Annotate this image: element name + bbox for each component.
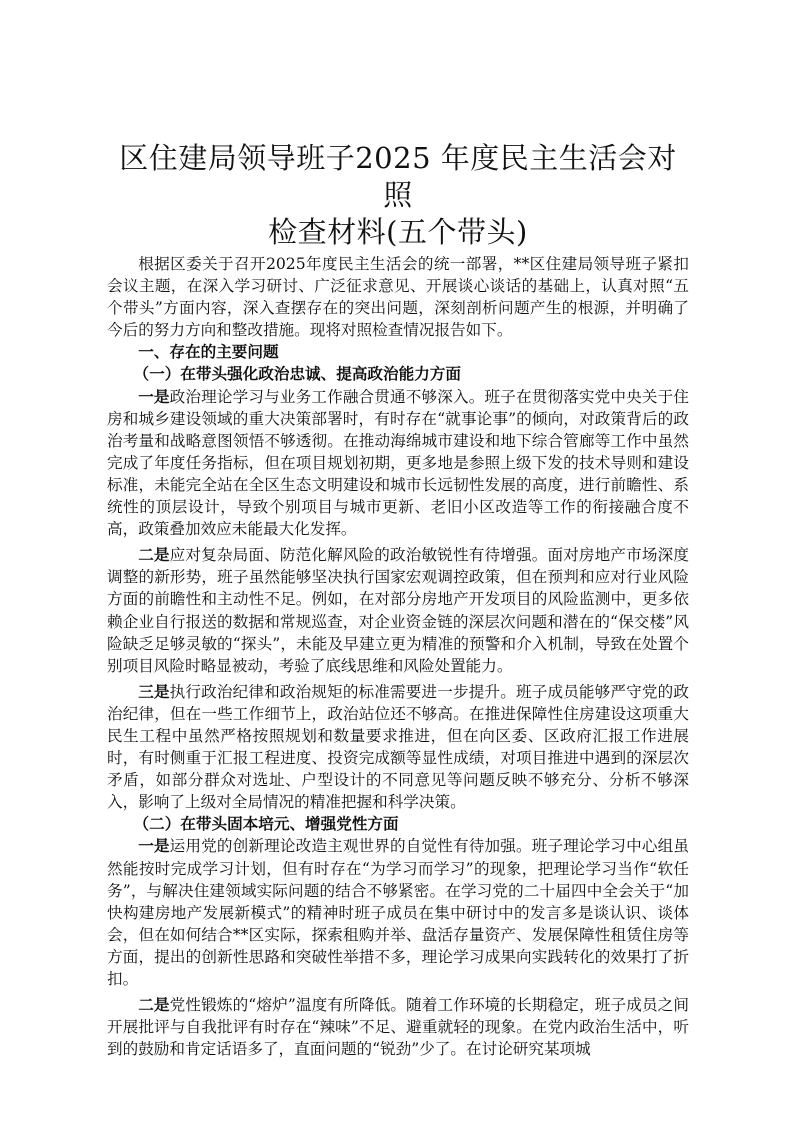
subsection-heading-1: （一）在带头强化政治忠诚、提高政治能力方面	[133, 365, 461, 384]
paragraph-text: 政治理论学习与业务工作融合贯通不够深入。班子在贯彻落实党中央关于住房和城乡建设领域的重大决策部署时，有时存在“就事论事”的倾向，对政策背后的政治考量和战略意图领悟不够透彻。在推动海绵城市建设和地下综合管廊等工作中虽然完成了年度任务指标，但在项目规划初期，更多地是参照上级下发的技术导则和建设标准，未能完全站在全区生态文明建设和城市长远韧性发展的高度，进行前瞻性、系统性的顶层设计，导致个别项目与城市更新、老旧小区改造等工作的衔接融合度不高，政策叠加效应未能最大化发挥。	[107, 387, 689, 539]
paragraph-lead: 一是	[138, 837, 170, 856]
paragraph-lead: 二是	[138, 996, 170, 1015]
document-title	[107, 140, 689, 251]
document-page	[107, 140, 689, 1060]
intro-paragraph: 根据区委关于召开2025年度民主生活会的统一部署，**区住建局领导班子紧扣会议主题，在深入学习研讨、广泛征求意见、开展谈心谈话的基础上，认真对照“五个带头”方面内容，深入查摆存在的突出问题，深刻剖析问题产生的根源，并明确了今后的努力方向和整改措施。现将对照检查情况报告如下。	[107, 255, 689, 340]
paragraph-lead: 二是	[138, 546, 170, 565]
paragraph-text: 执行政治纪律和政治规矩的标准需要进一步提升。班子成员能够严守党的政治纪律，但在一些工作细节上，政治站位还不够高。在推进保障性住房建设这项重大民生工程中虽然严格按照规划和数量要求推进，但在向区委、区政府汇报工作进展时，有时侧重于汇报工程进度、投资完成额等显性成绩，对项目推进中遇到的深层次矛盾，如部分群众对选址、户型设计的不同意见等问题反映不够充分、分析不够深入，影响了上级对全局情况的精准把握和科学决策。	[107, 682, 689, 812]
paragraph-lead: 三是	[138, 682, 170, 701]
body-paragraph	[107, 835, 689, 990]
body-paragraph	[107, 681, 689, 814]
title-line-1: 区住建局领导班子2025 年度民主生活会对照	[119, 141, 677, 212]
body-paragraph	[107, 544, 689, 677]
paragraph-text: 应对复杂局面、防范化解风险的政治敏锐性有待增强。面对房地产市场深度调整的新形势，班子虽然能够坚决执行国家宏观调控政策，但在预判和应对行业风险方面的前瞻性和主动性不足。例如，在对部分房地产开发项目的风险监测中，更多依赖企业自行报送的数据和常规巡查，对企业资金链的深层次问题和潜在的“保交楼”风险缺乏足够灵敏的“探头”，未能及早建立更为精准的预警和介入机制，导致在处置个别项目风险时略显被动，考验了底线思维和风险处置能力。	[107, 546, 689, 675]
body-paragraph	[107, 386, 689, 541]
paragraph-lead: 一是	[138, 387, 170, 406]
section-heading-1: 一、存在的主要问题	[138, 343, 279, 362]
body-paragraph	[107, 994, 689, 1060]
paragraph-text: 运用党的创新理论改造主观世界的自觉性有待加强。班子理论学习中心组虽然能按时完成学习计划，但有时存在“为学习而学习”的现象，把理论学习当作“软任务”，与解决住建领域实际问题的结合不够紧密。在学习党的二十届四中全会关于“加快构建房地产发展新模式”的精神时班子成员在集中研讨中的发言多是谈认识、谈体会，但在如何结合**区实际，探索租购并举、盘活存量资产、发展保障性租赁住房等方面，提出的创新性思路和突破性举措不多，理论学习成果向实践转化的效果打了折扣。	[107, 837, 689, 988]
paragraph-text: 党性锻炼的“熔炉”温度有所降低。随着工作环境的长期稳定，班子成员之间开展批评与自我批评有时存在“辣味”不足、避重就轻的现象。在党内政治生活中，听到的鼓励和肯定话语多了，直面问题的“锐劲”少了。在讨论研究某项城	[107, 996, 689, 1059]
subsection-heading-2: （二）在带头固本培元、增强党性方面	[133, 815, 399, 834]
title-line-2: 检查材料(五个带头)	[268, 215, 528, 249]
